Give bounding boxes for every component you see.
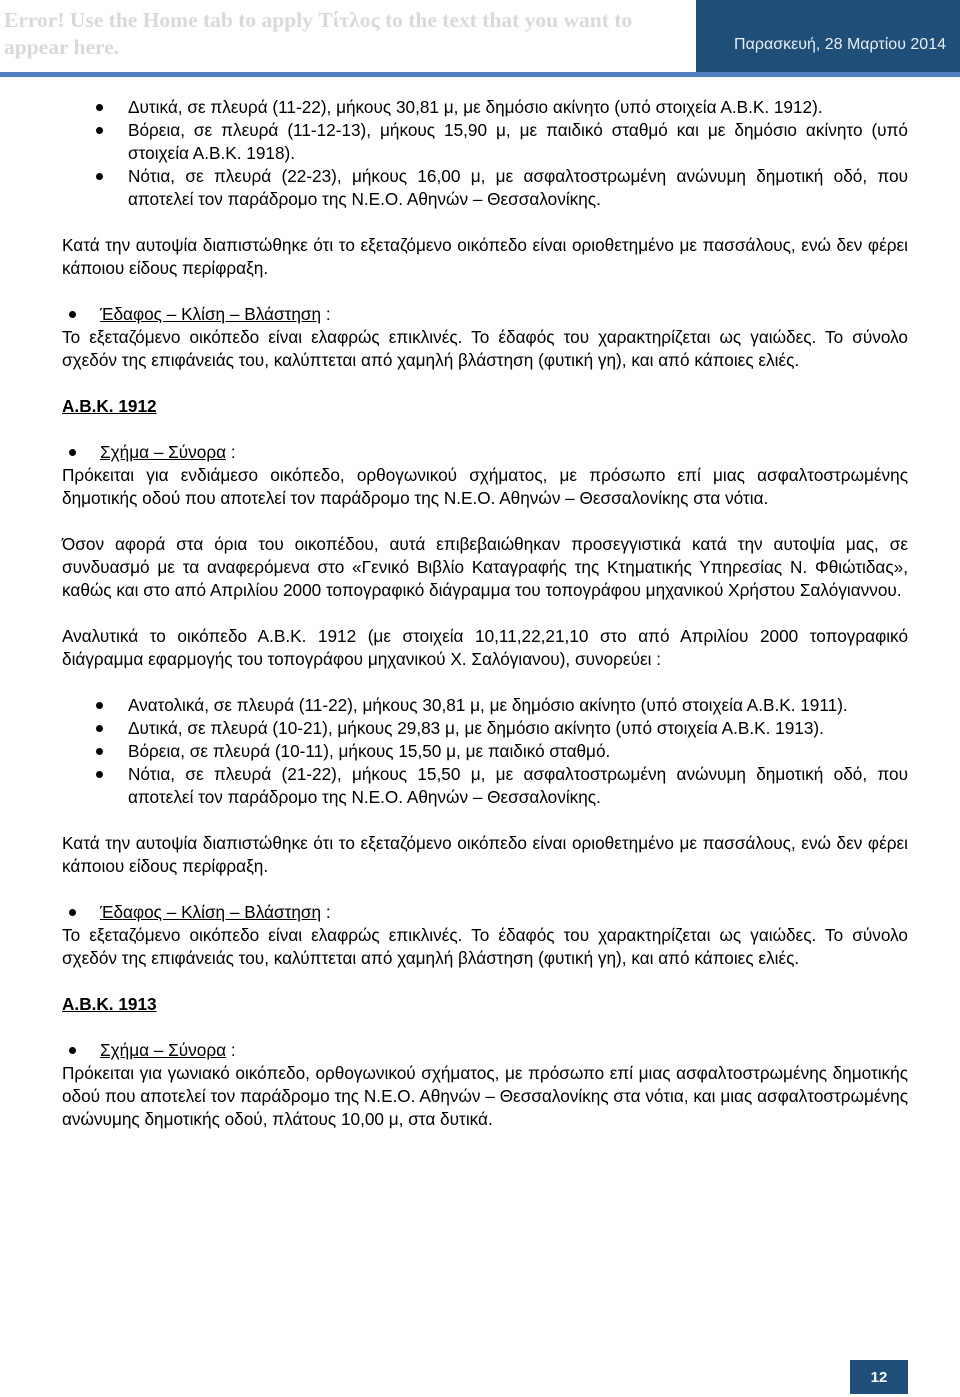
soil-heading: Έδαφος – Κλίση – Βλάστηση : xyxy=(62,901,908,924)
shape-paragraph: Πρόκειται για ενδιάμεσο οικόπεδο, ορθογωνικού σχήματος, με πρόσωπο επί μιας ασφαλτοστρωμένης δημοτικής οδού που αποτελεί τον παράδρομο της Ν.Ε.Ο. Αθηνών – Θεσσαλονίκης στα νότια. xyxy=(62,465,908,508)
bullet-icon xyxy=(69,909,76,916)
plot-heading-1912: Α.Β.Κ. 1912 xyxy=(62,396,157,416)
header-title-area xyxy=(0,0,696,72)
shape-heading: Σχήμα – Σύνορα : xyxy=(62,441,908,464)
list-item: Ανατολικά, σε πλευρά (11-22), μήκους 30,81 μ, με δημόσιο ακίνητο (υπό στοιχεία Α.Β.Κ. 1911). xyxy=(62,694,908,717)
list-item: Δυτικά, σε πλευρά (10-21), μήκους 29,83 μ, με δημόσιο ακίνητο (υπό στοιχεία Α.Β.Κ. 1913). xyxy=(62,717,908,740)
soil-heading: Έδαφος – Κλίση – Βλάστηση : xyxy=(62,303,908,326)
plot-heading-1913: Α.Β.Κ. 1913 xyxy=(62,994,157,1014)
header-date-area xyxy=(696,0,960,72)
header-date: Παρασκευή, 28 Μαρτίου 2014 xyxy=(734,36,946,53)
soil-paragraph: Το εξεταζόμενο οικόπεδο είναι ελαφρώς επικλινές. Το έδαφός του χαρακτηρίζεται ως γαιώδες. Το σύνολο σχεδόν της επιφάνειάς του, καλύπτεται από χαμηλή βλάστηση (φυτική γη), και από κάποιες ελιές. xyxy=(62,925,908,968)
bullet-icon xyxy=(96,725,103,732)
boundaries-paragraph: Όσον αφορά στα όρια του οικοπέδου, αυτά επιβεβαιώθηκαν προσεγγιστικά κατά την αυτοψία μας, σε συνδυασμό με τα αναφερόμενα στο «Γενικό Βιβλίο Καταγραφής της Κτηματικής Υπηρεσίας Ν. Φθιώτιδας», καθώς και στο από Απριλίου 2000 τοπογραφικό διάγραμμα του τοπογράφου μηχανικού Χρήστου Σαλόγιαννου. xyxy=(62,534,908,600)
bullet-icon xyxy=(69,449,76,456)
shape-paragraph: Πρόκειται για γωνιακό οικόπεδο, ορθογωνικού σχήματος, με πρόσωπο επί μιας ασφαλτοστρωμένης δημοτικής οδού που αποτελεί τον παράδρομο της Ν.Ε.Ο. Αθηνών – Θεσσαλονίκης στα νότια, και μιας ασφαλτοστρωμένης ανώνυμης δημοτικής οδού, πλάτους 10,00 μ, στα δυτικά. xyxy=(62,1063,908,1129)
soil-paragraph: Το εξεταζόμενο οικόπεδο είναι ελαφρώς επικλινές. Το έδαφός του χαρακτηρίζεται ως γαιώδες. Το σύνολο σχεδόν της επιφάνειάς του, καλύπτεται από χαμηλή βλάστηση (φυτική γη), και από κάποιες ελιές. xyxy=(62,327,908,370)
boundary-list xyxy=(62,694,908,809)
shape-heading: Σχήμα – Σύνορα : xyxy=(62,1039,908,1062)
page-number: 12 xyxy=(850,1360,908,1394)
bullet-icon xyxy=(96,127,103,134)
list-item: Νότια, σε πλευρά (22-23), μήκους 16,00 μ, με ασφαλτοστρωμένη ανώνυμη δημοτική οδό, που αποτελεί τον παράδρομο της Ν.Ε.Ο. Αθηνών – Θεσσαλονίκης. xyxy=(62,165,908,211)
bullet-icon xyxy=(96,173,103,180)
inspection-paragraph: Κατά την αυτοψία διαπιστώθηκε ότι το εξεταζόμενο οικόπεδο είναι οριοθετημένο με πασσάλους, ενώ δεν φέρει κάποιου είδους περίφραξη. xyxy=(62,833,908,876)
header-divider xyxy=(0,72,960,77)
bullet-icon xyxy=(96,748,103,755)
list-item: Βόρεια, σε πλευρά (11-12-13), μήκους 15,90 μ, με παιδικό σταθμό και με δημόσιο ακίνητο (υπό στοιχεία Α.Β.Κ. 1918). xyxy=(62,119,908,165)
detail-paragraph: Αναλυτικά το οικόπεδο Α.Β.Κ. 1912 (με στοιχεία 10,11,22,21,10 στο από Απριλίου 2000 τοπογραφικό διάγραμμα εφαρμογής του τοπογράφου μηχανικού Χ. Σαλόγιανου), συνορεύει : xyxy=(62,626,908,669)
bullet-icon xyxy=(96,771,103,778)
list-item: Νότια, σε πλευρά (21-22), μήκους 15,50 μ, με ασφαλτοστρωμένη ανώνυμη δημοτική οδό, που αποτελεί τον παράδρομο της Ν.Ε.Ο. Αθηνών – Θεσσαλονίκης. xyxy=(62,763,908,809)
header-title: Error! Use the Home tab to apply Τίτλος to the text that you want to appear here. xyxy=(4,8,633,59)
bullet-icon xyxy=(69,1047,76,1054)
bullet-icon xyxy=(69,311,76,318)
bullet-icon xyxy=(96,702,103,709)
list-item: Βόρεια, σε πλευρά (10-11), μήκους 15,50 μ, με παιδικό σταθμό. xyxy=(62,740,908,763)
bullet-icon xyxy=(96,104,103,111)
list-item: Δυτικά, σε πλευρά (11-22), μήκους 30,81 μ, με δημόσιο ακίνητο (υπό στοιχεία Α.Β.Κ. 1912). xyxy=(62,96,908,119)
boundary-list xyxy=(62,96,908,211)
document-body xyxy=(62,96,908,1154)
inspection-paragraph: Κατά την αυτοψία διαπιστώθηκε ότι το εξεταζόμενο οικόπεδο είναι οριοθετημένο με πασσάλους, ενώ δεν φέρει κάποιου είδους περίφραξη. xyxy=(62,235,908,278)
